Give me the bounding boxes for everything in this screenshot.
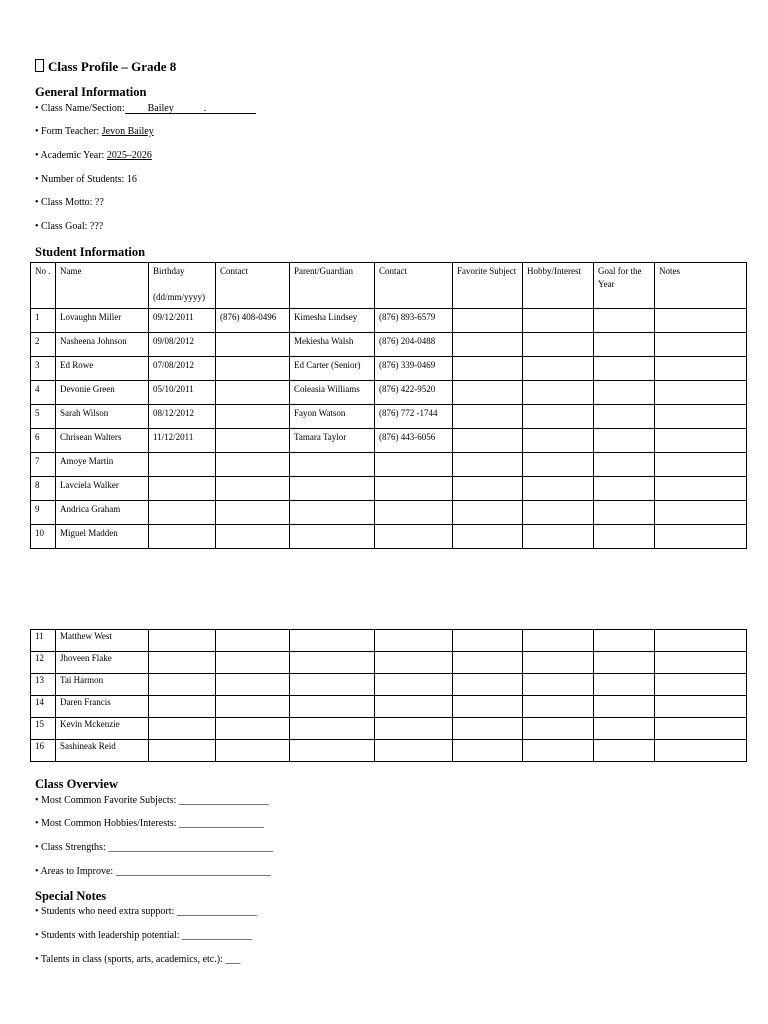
cell-birthday (149, 630, 216, 652)
cell-notes (655, 696, 747, 718)
cell-parent (290, 652, 375, 674)
academic-year-value: 2025–2026 (106, 150, 152, 161)
cell-contact (216, 718, 290, 740)
cell-fav-subject (453, 357, 523, 381)
cell-contact (216, 525, 290, 549)
cell-contact (216, 630, 290, 652)
cell-hobby (523, 333, 594, 357)
cell-hobby (523, 674, 594, 696)
cell-hobby (523, 429, 594, 453)
cell-name: Lovaughn Miller (56, 309, 149, 333)
cell-notes (655, 630, 747, 652)
cell-notes (655, 501, 747, 525)
cell-notes (655, 718, 747, 740)
hobbies-line: • Most Common Hobbies/Interests: _________________ (35, 818, 265, 829)
class-name-value: Bailey (147, 103, 174, 114)
header-no: No . (31, 263, 56, 309)
cell-fav-subject (453, 429, 523, 453)
cell-no: 13 (31, 674, 56, 696)
cell-no: 14 (31, 696, 56, 718)
cell-goal (594, 309, 655, 333)
cell-name: Ed Rowe (56, 357, 149, 381)
table-row (31, 501, 747, 525)
form-teacher-value: Jevon Bailey (101, 126, 154, 137)
cell-fav-subject (453, 630, 523, 652)
cell-name: Tai Harmon (56, 674, 149, 696)
cell-contact (216, 740, 290, 762)
student-count-line: • Number of Students: 16 (35, 174, 137, 185)
cell-birthday: 07/08/2012 (149, 357, 216, 381)
cell-hobby (523, 477, 594, 501)
cell-goal (594, 405, 655, 429)
table-row (31, 674, 747, 696)
cell-contact2: (876) 772 -1744 (375, 405, 453, 429)
form-teacher-line: • Form Teacher: Jevon Bailey (35, 126, 154, 137)
cell-hobby (523, 652, 594, 674)
cell-hobby (523, 309, 594, 333)
cell-contact2 (375, 477, 453, 501)
cell-contact (216, 429, 290, 453)
cell-goal (594, 630, 655, 652)
cell-birthday (149, 477, 216, 501)
cell-birthday (149, 501, 216, 525)
cell-parent: Kimesha Lindsey (290, 309, 375, 333)
cell-name: Miguel Madden (56, 525, 149, 549)
leadership-line: • Students with leadership potential: ______________ (35, 930, 253, 941)
cell-goal (594, 696, 655, 718)
cell-goal (594, 477, 655, 501)
cell-hobby (523, 718, 594, 740)
cell-contact: (876) 408-0496 (216, 309, 290, 333)
cell-birthday: 11/12/2011 (149, 429, 216, 453)
cell-name: Kevin Mckenzie (56, 718, 149, 740)
cell-goal (594, 453, 655, 477)
cell-hobby (523, 453, 594, 477)
class-goal-line: • Class Goal: ??? (35, 221, 104, 232)
cell-goal (594, 525, 655, 549)
cell-parent (290, 630, 375, 652)
cell-contact2 (375, 453, 453, 477)
cell-name: Sashineak Reid (56, 740, 149, 762)
cell-birthday (149, 696, 216, 718)
header-birthday: Birthday (dd/mm/yyyy) (149, 263, 216, 309)
cell-no: 8 (31, 477, 56, 501)
cell-contact2: (876) 443-6056 (375, 429, 453, 453)
cell-no: 9 (31, 501, 56, 525)
table-row (31, 525, 747, 549)
cell-hobby (523, 525, 594, 549)
cell-contact (216, 477, 290, 501)
header-name: Name (56, 263, 149, 309)
cell-parent (290, 525, 375, 549)
cell-hobby (523, 381, 594, 405)
missing-glyph-icon (35, 59, 44, 72)
cell-contact2 (375, 652, 453, 674)
cell-parent (290, 718, 375, 740)
cell-parent: Ed Carter (Senior) (290, 357, 375, 381)
cell-no: 11 (31, 630, 56, 652)
cell-birthday: 09/08/2012 (149, 333, 216, 357)
table-row (31, 630, 747, 652)
cell-fav-subject (453, 333, 523, 357)
cell-notes (655, 333, 747, 357)
cell-no: 6 (31, 429, 56, 453)
table-row (31, 309, 747, 333)
header-contact: Contact (216, 263, 290, 309)
student-table-part-1 (30, 262, 747, 549)
special-notes-heading: Special Notes (35, 889, 107, 903)
cell-goal (594, 333, 655, 357)
cell-parent (290, 696, 375, 718)
cell-name: Amoye Martin (56, 453, 149, 477)
general-info-heading: General Information (35, 85, 147, 99)
cell-contact2: (876) 204-0488 (375, 333, 453, 357)
cell-hobby (523, 740, 594, 762)
cell-no: 5 (31, 405, 56, 429)
header-parent: Parent/Guardian (290, 263, 375, 309)
cell-hobby (523, 630, 594, 652)
cell-parent (290, 453, 375, 477)
cell-contact2 (375, 630, 453, 652)
document-title: Class Profile – Grade 8 (35, 59, 176, 75)
cell-contact (216, 381, 290, 405)
cell-contact (216, 405, 290, 429)
cell-goal (594, 357, 655, 381)
header-hobby: Hobby/Interest (523, 263, 594, 309)
cell-goal (594, 501, 655, 525)
cell-contact2: (876) 422-9520 (375, 381, 453, 405)
cell-notes (655, 357, 747, 381)
table-row (31, 357, 747, 381)
cell-hobby (523, 357, 594, 381)
cell-fav-subject (453, 740, 523, 762)
cell-contact (216, 333, 290, 357)
cell-fav-subject (453, 381, 523, 405)
cell-goal (594, 674, 655, 696)
cell-parent (290, 477, 375, 501)
cell-name: Sarah Wilson (56, 405, 149, 429)
class-motto-line: • Class Motto: ?? (35, 197, 104, 208)
class-name-line: • Class Name/Section: Bailey . (35, 103, 256, 114)
academic-year-line: • Academic Year: 2025–2026 (35, 150, 152, 161)
cell-contact (216, 453, 290, 477)
cell-no: 7 (31, 453, 56, 477)
cell-notes (655, 477, 747, 501)
cell-notes (655, 453, 747, 477)
cell-goal (594, 381, 655, 405)
cell-parent: Tamara Taylor (290, 429, 375, 453)
cell-hobby (523, 405, 594, 429)
cell-fav-subject (453, 674, 523, 696)
cell-fav-subject (453, 405, 523, 429)
cell-contact2 (375, 696, 453, 718)
cell-notes (655, 429, 747, 453)
cell-fav-subject (453, 525, 523, 549)
cell-fav-subject (453, 718, 523, 740)
header-notes: Notes (655, 263, 747, 309)
table-row (31, 381, 747, 405)
cell-hobby (523, 501, 594, 525)
cell-contact (216, 696, 290, 718)
cell-birthday (149, 652, 216, 674)
cell-no: 2 (31, 333, 56, 357)
cell-notes (655, 674, 747, 696)
table-row (31, 477, 747, 501)
cell-no: 10 (31, 525, 56, 549)
cell-birthday (149, 525, 216, 549)
cell-contact2: (876) 893-6579 (375, 309, 453, 333)
cell-parent (290, 740, 375, 762)
student-table-header (31, 263, 747, 309)
cell-birthday: 05/10/2011 (149, 381, 216, 405)
cell-parent: Fayon Watson (290, 405, 375, 429)
cell-name: Nasheena Johnson (56, 333, 149, 357)
table-row (31, 333, 747, 357)
cell-fav-subject (453, 477, 523, 501)
cell-contact2 (375, 525, 453, 549)
fav-subjects-line: • Most Common Favorite Subjects: __________________ (35, 795, 269, 806)
cell-no: 16 (31, 740, 56, 762)
cell-parent: Coleasia Williams (290, 381, 375, 405)
header-goal: Goal for the Year (594, 263, 655, 309)
cell-contact (216, 501, 290, 525)
cell-notes (655, 652, 747, 674)
cell-no: 12 (31, 652, 56, 674)
cell-birthday (149, 453, 216, 477)
cell-name: Matthew West (56, 630, 149, 652)
talents-line: • Talents in class (sports, arts, academics, etc.): ___ (35, 954, 241, 965)
strengths-line: • Class Strengths: _________________________________ (35, 842, 274, 853)
cell-name: Devonie Green (56, 381, 149, 405)
cell-name: Lavciela Walker (56, 477, 149, 501)
improve-line: • Areas to Improve: _______________________________ (35, 866, 271, 877)
cell-goal (594, 740, 655, 762)
cell-hobby (523, 696, 594, 718)
cell-contact2 (375, 674, 453, 696)
table-row (31, 429, 747, 453)
cell-contact2 (375, 740, 453, 762)
cell-name: Daren Francis (56, 696, 149, 718)
cell-goal (594, 652, 655, 674)
cell-notes (655, 740, 747, 762)
cell-contact (216, 674, 290, 696)
cell-no: 15 (31, 718, 56, 740)
student-rows-1-10 (31, 309, 747, 549)
cell-notes (655, 525, 747, 549)
cell-fav-subject (453, 652, 523, 674)
cell-fav-subject (453, 309, 523, 333)
header-fav-subject: Favorite Subject (453, 263, 523, 309)
cell-birthday (149, 674, 216, 696)
table-row (31, 718, 747, 740)
cell-no: 3 (31, 357, 56, 381)
cell-notes (655, 405, 747, 429)
cell-parent (290, 674, 375, 696)
header-contact2: Contact (375, 263, 453, 309)
student-table-part-2 (30, 629, 747, 762)
extra-support-line: • Students who need extra support: ________________ (35, 906, 257, 917)
class-overview-heading: Class Overview (35, 777, 118, 791)
table-row (31, 652, 747, 674)
table-row (31, 453, 747, 477)
cell-name: Chrisean Walters (56, 429, 149, 453)
cell-fav-subject (453, 501, 523, 525)
cell-goal (594, 429, 655, 453)
cell-notes (655, 381, 747, 405)
cell-contact (216, 652, 290, 674)
cell-parent (290, 501, 375, 525)
table-row (31, 740, 747, 762)
cell-birthday: 08/12/2012 (149, 405, 216, 429)
cell-contact2 (375, 718, 453, 740)
cell-contact2: (876) 339-0469 (375, 357, 453, 381)
student-rows-11-16 (31, 630, 747, 762)
cell-contact2 (375, 501, 453, 525)
cell-no: 4 (31, 381, 56, 405)
cell-goal (594, 718, 655, 740)
table-row (31, 696, 747, 718)
cell-birthday: 09/12/2011 (149, 309, 216, 333)
cell-birthday (149, 718, 216, 740)
student-info-heading: Student Information (35, 245, 146, 259)
cell-notes (655, 309, 747, 333)
cell-fav-subject (453, 696, 523, 718)
cell-no: 1 (31, 309, 56, 333)
cell-name: Andrica Graham (56, 501, 149, 525)
table-row (31, 405, 747, 429)
cell-parent: Mekiesha Walsh (290, 333, 375, 357)
cell-fav-subject (453, 453, 523, 477)
cell-contact (216, 357, 290, 381)
cell-name: Jhoveen Flake (56, 652, 149, 674)
cell-birthday (149, 740, 216, 762)
